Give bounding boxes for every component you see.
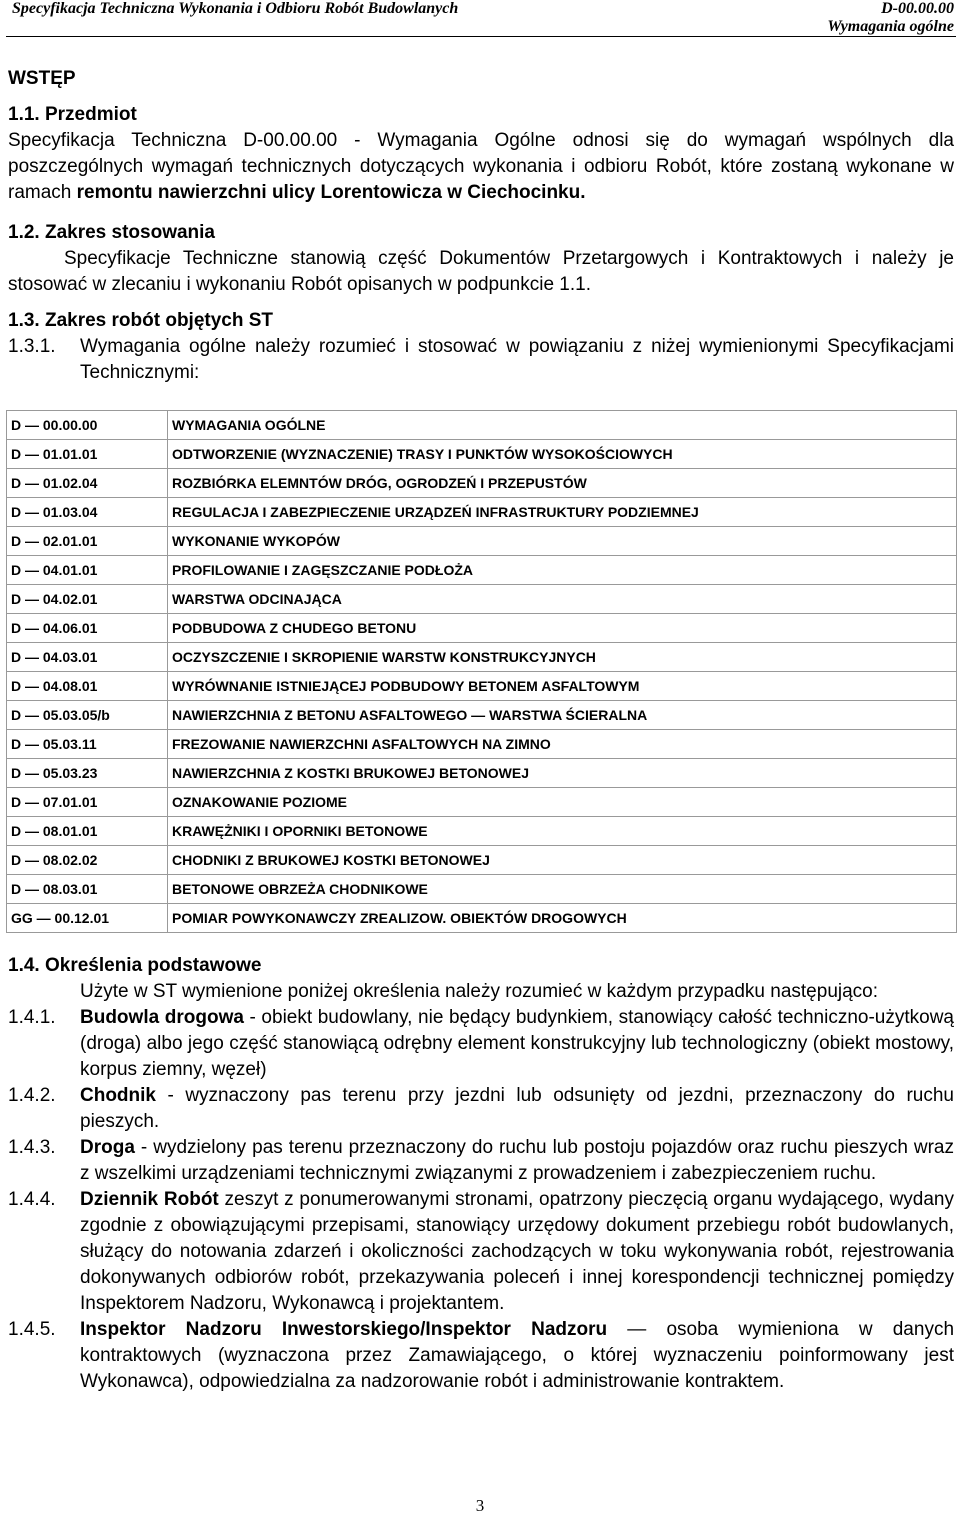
spec-name-cell: WYKONANIE WYKOPÓW (168, 527, 957, 556)
spec-name-cell: KRAWĘŻNIKI I OPORNIKI BETONOWE (168, 817, 957, 846)
section-1-1-text-bold: remontu nawierzchni ulicy Lorentowicza w Ciechocinku. (76, 182, 586, 203)
spec-code-cell: D — 05.03.11 (7, 730, 168, 759)
spec-name-cell: CHODNIKI Z BRUKOWEJ KOSTKI BETONOWEJ (168, 846, 957, 875)
definition-body: zeszyt z ponumerowanymi stronami, opatrzony pieczęcią organu wydającego, wydany zgodnie z obowiązującymi przepisami, stanowiący urzędowy dokument przebiegu robót budowlanych, służący do notowania zdarzeń i okoliczności zachodzących w toku wykonywania robót, rejestrowania dokonywanych odbiorów robót, przekazywania poleceń i innej korespondencji technicznej pomiędzy Inspektorem Nadzoru, Wykonawcą i projektantem. (80, 1189, 954, 1314)
definition-term: Budowla drogowa (80, 1007, 244, 1028)
definition-item (8, 1135, 954, 1187)
definition-item (8, 1005, 954, 1083)
table-row (7, 498, 957, 527)
document-body (8, 66, 954, 1395)
section-1-1-text-main: Specyfikacja Techniczna D-00.00.00 - Wymagania Ogólne odnosi się do wymagań wspólnych dla poszczególnych wymagań technicznych dotyczących wykonania i odbioru Robót, które zostaną wykonane w ramach (8, 130, 954, 203)
section-1-3-1-text: Wymagania ogólne należy rozumieć i stosować w powiązaniu z niżej wymienionymi Specyfikacjami Technicznymi: (80, 336, 954, 383)
spec-name-cell: WARSTWA ODCINAJĄCA (168, 585, 957, 614)
spec-name-cell: WYMAGANIA OGÓLNE (168, 411, 957, 440)
definition-term: Dziennik Robót (80, 1189, 219, 1210)
section-1-1-text (8, 128, 954, 206)
header-document-title: Specyfikacja Techniczna Wykonania i Odbioru Robót Budowlanych (12, 0, 459, 17)
definition-body: — osoba wymieniona w danych kontraktowych (wyznaczona przez Zamawiającego, o której wyznaczeniu poinformowany jest Wykonawca), odpowiedzialna za nadzorowanie robót i administrowanie kontraktem. (80, 1319, 955, 1392)
table-row (7, 817, 957, 846)
table-row (7, 614, 957, 643)
table-row (7, 469, 957, 498)
spec-code-cell: D — 05.03.23 (7, 759, 168, 788)
section-1-3-1 (8, 334, 954, 386)
table-row (7, 585, 957, 614)
spec-name-cell: BETONOWE OBRZEŻA CHODNIKOWE (168, 875, 957, 904)
spec-name-cell: WYRÓWNANIE ISTNIEJĄCEJ PODBUDOWY BETONEM ASFALTOWYM (168, 672, 957, 701)
spec-name-cell: REGULACJA I ZABEZPIECZENIE URZĄDZEŃ INFRASTRUKTURY PODZIEMNEJ (168, 498, 957, 527)
spec-name-cell: ROZBIÓRKA ELEMNTÓW DRÓG, OGRODZEŃ I PRZEPUSTÓW (168, 469, 957, 498)
spec-name-cell: ODTWORZENIE (WYZNACZENIE) TRASY I PUNKTÓW WYSOKOŚCIOWYCH (168, 440, 957, 469)
section-1-2-text: Specyfikacje Techniczne stanowią część Dokumentów Przetargowych i Kontraktowych i należy je stosować w zlecaniu i wykonaniu Robót opisanych w podpunkcie 1.1. (8, 248, 954, 295)
table-row (7, 875, 957, 904)
definition-term: Chodnik (80, 1085, 156, 1106)
definition-text (80, 1317, 954, 1395)
definition-body: - obiekt budowlany, nie będący budynkiem, stanowiący całość techniczno-użytkową (droga) albo jego część stanowiącą odrębny element konstrukcyjny lub technologiczny (obiekt mostowy, korpus ziemny, węzeł) (80, 1007, 954, 1080)
definition-text (80, 1083, 954, 1135)
spec-code-cell: D — 04.08.01 (7, 672, 168, 701)
definition-number: 1.4.4. (8, 1189, 56, 1210)
table-row (7, 643, 957, 672)
spec-code-cell: D — 02.01.01 (7, 527, 168, 556)
spec-code-cell: D — 05.03.05/b (7, 701, 168, 730)
table-row (7, 672, 957, 701)
spec-name-cell: OCZYSZCZENIE I SKROPIENIE WARSTW KONSTRUKCYJNYCH (168, 643, 957, 672)
spec-code-cell: D — 08.01.01 (7, 817, 168, 846)
definition-text (80, 1187, 954, 1317)
definition-text (80, 1135, 954, 1187)
definition-text (80, 1005, 954, 1083)
spec-code-cell: D — 04.03.01 (7, 643, 168, 672)
spec-list-body (7, 411, 957, 933)
page-number: 3 (475, 1496, 485, 1515)
section-1-2-title: 1.2. Zakres stosowania (8, 222, 215, 243)
table-row (7, 846, 957, 875)
spec-code-cell: GG — 00.12.01 (7, 904, 168, 933)
table-row (7, 556, 957, 585)
spec-code-cell: D — 08.02.02 (7, 846, 168, 875)
definition-number: 1.4.1. (8, 1007, 56, 1028)
definition-body: - wydzielony pas terenu przeznaczony do ruchu lub postoju pojazdów oraz ruchu pieszych wraz z wszelkimi urządzeniami technicznymi związanymi z prowadzeniem i zabezpieczeniem ruchu. (80, 1137, 954, 1184)
spec-code-cell: D — 00.00.00 (7, 411, 168, 440)
table-row (7, 440, 957, 469)
section-1-3-title: 1.3. Zakres robót objętych ST (8, 310, 274, 331)
section-1-3-1-number: 1.3.1. (8, 336, 56, 357)
spec-name-cell: FREZOWANIE NAWIERZCHNI ASFALTOWYCH NA ZIMNO (168, 730, 957, 759)
spec-code-cell: D — 01.01.01 (7, 440, 168, 469)
definitions-list (8, 1005, 954, 1395)
section-1-1-title: 1.1. Przedmiot (8, 104, 137, 125)
spec-code-cell: D — 04.01.01 (7, 556, 168, 585)
table-row (7, 701, 957, 730)
section-title-wstep: WSTĘP (8, 68, 76, 89)
table-row (7, 411, 957, 440)
section-1-4-title: 1.4. Określenia podstawowe (8, 955, 262, 976)
definition-body: - wyznaczony pas terenu przy jezdni lub odsunięty od jezdni, przeznaczony do ruchu pieszych. (80, 1085, 954, 1132)
page-header (6, 0, 956, 37)
spec-code-cell: D — 04.02.01 (7, 585, 168, 614)
header-spec-code: D-00.00.00 (881, 0, 954, 17)
spec-code-cell: D — 01.03.04 (7, 498, 168, 527)
table-row (7, 759, 957, 788)
definition-term: Inspektor Nadzoru Inwestorskiego/Inspektor Nadzoru (80, 1319, 608, 1340)
spec-list-table (6, 410, 957, 933)
definition-number: 1.4.3. (8, 1137, 56, 1158)
table-row (7, 527, 957, 556)
spec-name-cell: PROFILOWANIE I ZAGĘSZCZANIE PODŁOŻA (168, 556, 957, 585)
spec-code-cell: D — 04.06.01 (7, 614, 168, 643)
spec-name-cell: NAWIERZCHNIA Z KOSTKI BRUKOWEJ BETONOWEJ (168, 759, 957, 788)
definition-item (8, 1317, 954, 1395)
section-1-4-intro: Użyte w ST wymienione poniżej określenia należy rozumieć w każdym przypadku następująco: (80, 981, 879, 1002)
header-subtitle: Wymagania ogólne (827, 18, 954, 35)
definition-number: 1.4.2. (8, 1085, 56, 1106)
definition-item (8, 1083, 954, 1135)
spec-name-cell: NAWIERZCHNIA Z BETONU ASFALTOWEGO — WARSTWA ŚCIERALNA (168, 701, 957, 730)
table-row (7, 788, 957, 817)
definition-item (8, 1187, 954, 1317)
definition-number: 1.4.5. (8, 1319, 56, 1340)
spec-code-cell: D — 01.02.04 (7, 469, 168, 498)
spec-name-cell: PODBUDOWA Z CHUDEGO BETONU (168, 614, 957, 643)
table-row (7, 904, 957, 933)
spec-name-cell: POMIAR POWYKONAWCZY ZREALIZOW. OBIEKTÓW DROGOWYCH (168, 904, 957, 933)
spec-code-cell: D — 08.03.01 (7, 875, 168, 904)
spec-name-cell: OZNAKOWANIE POZIOME (168, 788, 957, 817)
definition-term: Droga (80, 1137, 135, 1158)
spec-code-cell: D — 07.01.01 (7, 788, 168, 817)
table-row (7, 730, 957, 759)
